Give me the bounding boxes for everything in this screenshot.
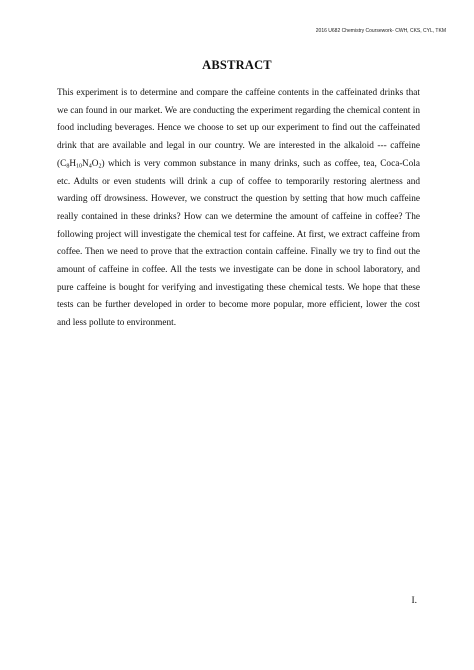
abstract-paragraph [57,85,420,333]
abstract-title: ABSTRACT [202,58,272,72]
abstract-text-part-2: ) which is very common substance in many drinks, such as coffee, tea, Coca-Cola etc. Adults or even students will drink a cup of coffee to temporarily restoring alertness and warding off drowsiness. However, we construct the question by setting that how much caffeine really contained in these drinks? How can we determine the amount of caffeine in coffee? The following project will investigate the chemical test for caffeine. At first, we extract caffeine from coffee. Then we need to prove that the extraction contain caffeine. Finally we try to find out the amount of caffeine in coffee. All the tests we investigate can be done in school laboratory, and pure caffeine is bought for verifying and investigating these chemical tests. We hope that these tests can be further developed in order to become more popular, more efficient, lower the cost and less pollute to environment. [57,158,420,329]
abstract-text-part-1: This experiment is to determine and compare the caffeine contents in the caffeinated drinks that we can found in our market. We are conducting the experiment regarding the chemical content in food including beverages. Hence we choose to set up our experiment to find out the caffeinated drink that are available and legal in our country. We are interested in the alkaloid --- caffeine ( [57,88,420,169]
running-header: 2016 U682 Chemistry Coursework- CWH, CKS, CYL, TKM [315,28,446,34]
caffeine-formula: $C_8H_{10}N_4O_2$ [60,158,102,170]
page-number: I. [411,596,417,606]
